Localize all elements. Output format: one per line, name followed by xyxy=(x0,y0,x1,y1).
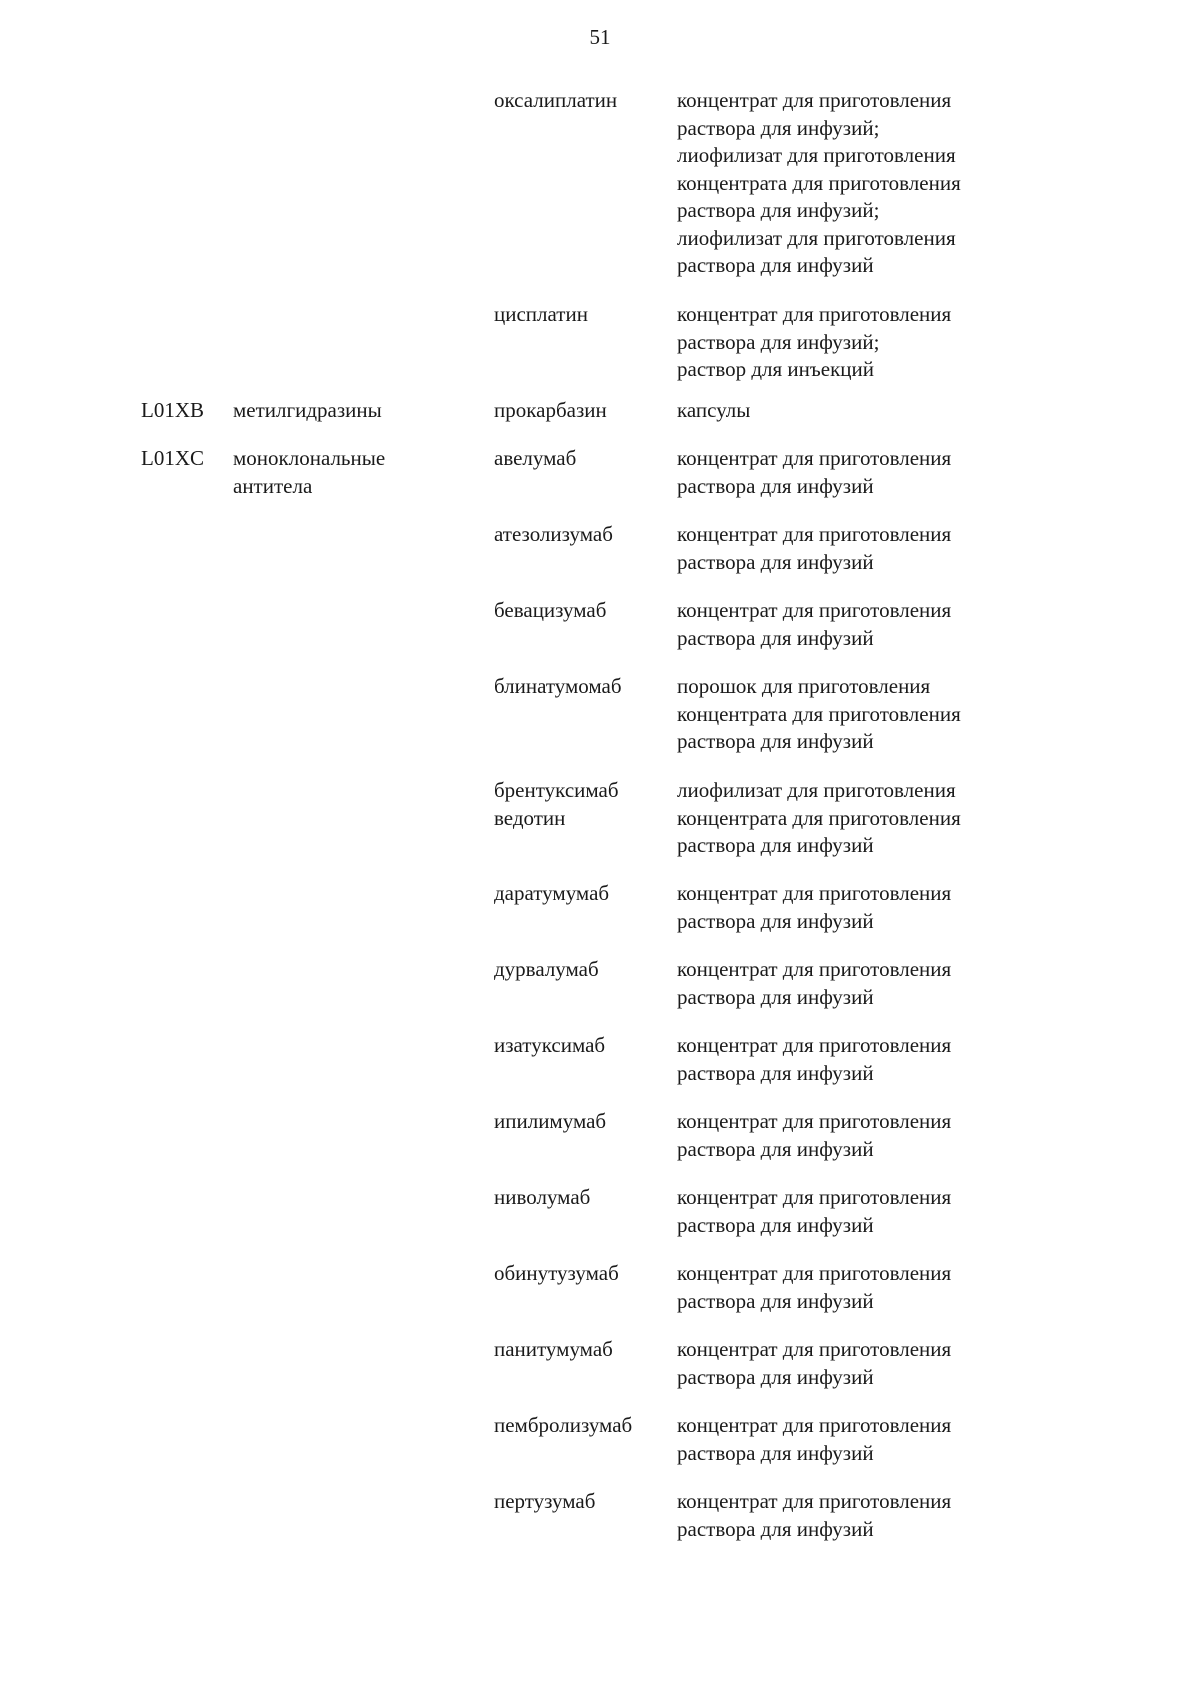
drug-name: бевацизумаб xyxy=(494,598,607,622)
drug-table xyxy=(0,87,1200,1564)
drug-name: пембролизумаб xyxy=(494,1413,633,1437)
table-row xyxy=(0,397,1200,445)
dosage-form: концентрат для приготовления раствора для инфузий xyxy=(677,598,952,650)
table-row xyxy=(0,87,1200,301)
drug-name: пертузумаб xyxy=(494,1489,596,1513)
table-row xyxy=(0,597,1200,673)
table-row xyxy=(0,1108,1200,1184)
table-row xyxy=(0,521,1200,597)
dosage-form: концентрат для приготовления раствора для инфузий xyxy=(677,446,952,498)
dosage-form: лиофилизат для приготовления концентрата для приготовления раствора для инфузий xyxy=(677,778,961,857)
table-row xyxy=(0,301,1200,397)
table-row xyxy=(0,1032,1200,1108)
atc-group: моноклональные антитела xyxy=(233,446,386,498)
dosage-form: концентрат для приготовления раствора для инфузий xyxy=(677,957,952,1009)
dosage-form: концентрат для приготовления раствора для инфузий xyxy=(677,522,952,574)
drug-name: авелумаб xyxy=(494,446,577,470)
drug-name: блинатумомаб xyxy=(494,674,622,698)
atc-code: L01XB xyxy=(141,398,204,422)
drug-name: даратумумаб xyxy=(494,881,610,905)
dosage-form: порошок для приготовления концентрата для приготовления раствора для инфузий xyxy=(677,674,961,753)
dosage-form: концентрат для приготовления раствора для инфузий xyxy=(677,1261,952,1313)
drug-name: ипилимумаб xyxy=(494,1109,607,1133)
dosage-form: концентрат для приготовления раствора для инфузий; лиофилизат для приготовления концентрата для приготовления раствора для инфузий; лиофилизат для приготовления раствора для инфузий xyxy=(677,88,961,277)
dosage-form: концентрат для приготовления раствора для инфузий xyxy=(677,1337,952,1389)
table-row xyxy=(0,1336,1200,1412)
drug-name: панитумумаб xyxy=(494,1337,613,1361)
drug-name: оксалиплатин xyxy=(494,88,618,112)
drug-name: прокарбазин xyxy=(494,398,607,422)
dosage-form: концентрат для приготовления раствора для инфузий xyxy=(677,1109,952,1161)
table-row xyxy=(0,1184,1200,1260)
drug-name: дурвалумаб xyxy=(494,957,599,981)
drug-name: обинутузумаб xyxy=(494,1261,619,1285)
dosage-form: концентрат для приготовления раствора для инфузий xyxy=(677,1489,952,1541)
table-row xyxy=(0,673,1200,777)
atc-code: L01XC xyxy=(141,446,204,470)
page-number: 51 xyxy=(589,25,611,49)
dosage-form: капсулы xyxy=(677,398,751,422)
drug-name: брентуксимаб ведотин xyxy=(494,778,619,830)
table-row xyxy=(0,445,1200,521)
dosage-form: концентрат для приготовления раствора для инфузий xyxy=(677,1413,952,1465)
table-row xyxy=(0,956,1200,1032)
dosage-form: концентрат для приготовления раствора для инфузий xyxy=(677,1185,952,1237)
dosage-form: концентрат для приготовления раствора для инфузий xyxy=(677,1033,952,1085)
table-row xyxy=(0,1412,1200,1488)
drug-name: цисплатин xyxy=(494,302,588,326)
dosage-form: концентрат для приготовления раствора для инфузий xyxy=(677,881,952,933)
drug-name: атезолизумаб xyxy=(494,522,613,546)
drug-name: изатуксимаб xyxy=(494,1033,606,1057)
table-row xyxy=(0,1260,1200,1336)
drug-name: ниволумаб xyxy=(494,1185,591,1209)
table-row xyxy=(0,1488,1200,1564)
table-row xyxy=(0,777,1200,880)
atc-group: метилгидразины xyxy=(233,398,382,422)
table-row xyxy=(0,880,1200,956)
dosage-form: концентрат для приготовления раствора для инфузий; раствор для инъекций xyxy=(677,302,952,381)
